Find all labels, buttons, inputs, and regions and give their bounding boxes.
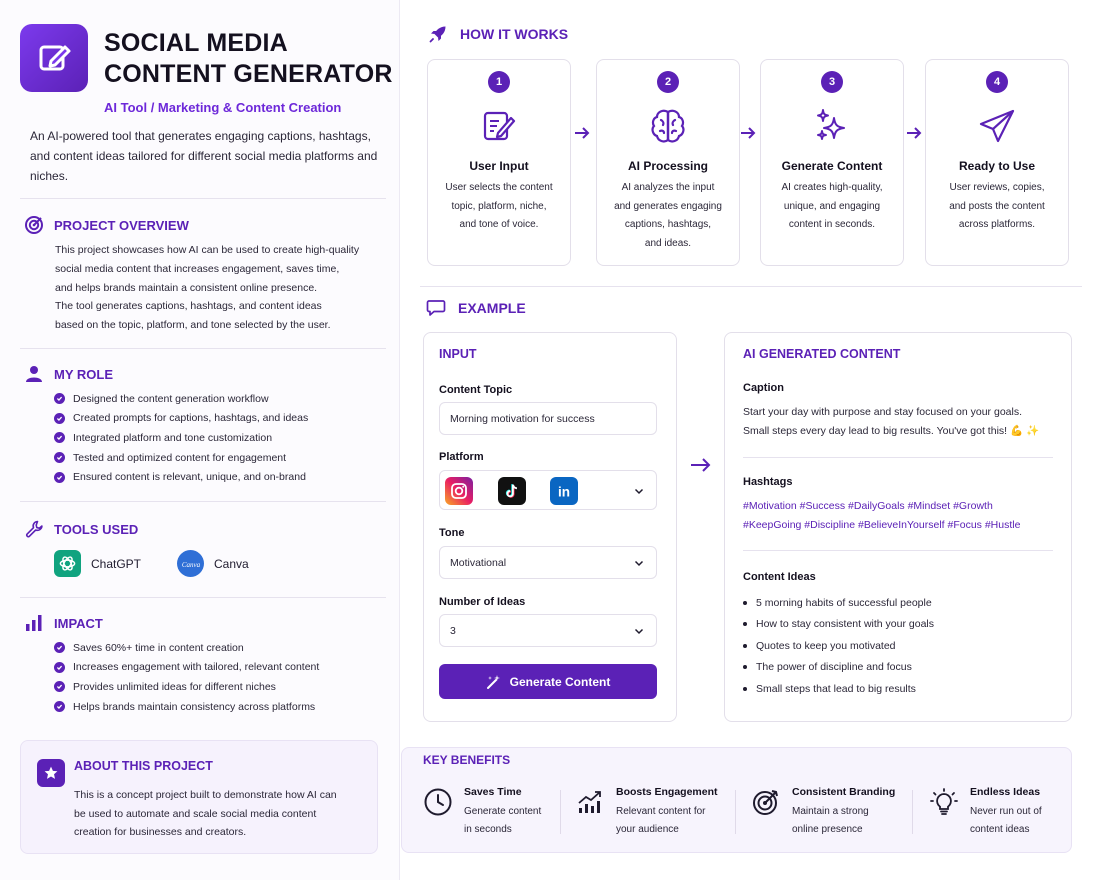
role-item-text: Created prompts for captions, hashtags, and ideas xyxy=(73,412,309,425)
chevron-down-icon xyxy=(634,558,644,568)
platform-label: Platform xyxy=(439,451,484,463)
step-number: 2 xyxy=(657,71,679,93)
output-card-title: AI GENERATED CONTENT xyxy=(743,347,901,361)
check-icon xyxy=(54,413,65,424)
magic-wand-icon xyxy=(486,674,502,690)
idea-text: 5 morning habits of successful people xyxy=(756,596,932,609)
idea-text: The power of discipline and focus xyxy=(756,661,912,674)
role-heading xyxy=(24,364,113,384)
role-heading-label: MY ROLE xyxy=(54,366,113,382)
overview-text xyxy=(55,241,375,335)
overview-line: based on the topic, platform, and tone selected by the user. xyxy=(55,319,331,332)
step-card xyxy=(760,59,904,266)
step-card xyxy=(596,59,740,266)
step-description xyxy=(926,179,1068,235)
list-item xyxy=(54,448,308,468)
check-icon xyxy=(54,393,65,404)
tone-select[interactable] xyxy=(439,546,657,579)
brain-icon xyxy=(597,101,739,151)
step-line: content in seconds. xyxy=(788,219,876,230)
step-title: AI Processing xyxy=(627,159,709,173)
linkedin-icon[interactable] xyxy=(550,477,578,505)
impact-item-text: Increases engagement with tailored, relevant content xyxy=(73,661,320,674)
step-line: and generates engaging xyxy=(614,200,722,212)
list-item xyxy=(54,389,308,409)
tool-name: ChatGPT xyxy=(91,556,142,571)
benefit-line: Relevant content for xyxy=(616,806,706,817)
example-heading-label: EXAMPLE xyxy=(458,300,526,316)
tiktok-icon[interactable] xyxy=(498,477,526,505)
role-item-text: Tested and optimized content for engagement xyxy=(73,451,287,464)
clock-icon xyxy=(422,786,454,818)
list-item xyxy=(54,677,319,697)
ideas-count-label: Number of Ideas xyxy=(439,596,526,608)
benefit-item xyxy=(750,786,895,838)
chevron-down-icon xyxy=(634,486,644,496)
tone-value: Motivational xyxy=(450,556,507,569)
edit-icon xyxy=(34,38,74,78)
sparkles-icon xyxy=(761,101,903,151)
tools-list xyxy=(54,550,249,577)
bar-chart-icon xyxy=(24,613,44,633)
benefit-line: content ideas xyxy=(970,823,1030,835)
list-item xyxy=(54,658,319,678)
list-item xyxy=(54,638,319,658)
chatgpt-icon xyxy=(54,550,81,577)
content-ideas-label: Content Ideas xyxy=(743,571,816,583)
overview-line: This project showcases how AI can be used to create high-quality xyxy=(55,244,360,256)
platform-select[interactable] xyxy=(439,470,657,510)
check-icon xyxy=(54,472,65,483)
overview-line: The tool generates captions, hashtags, and content ideas xyxy=(55,300,322,313)
output-card xyxy=(724,332,1072,722)
list-item xyxy=(743,657,934,679)
benefit-line: online presence xyxy=(792,823,863,835)
app-logo xyxy=(20,24,88,92)
check-icon xyxy=(54,642,65,653)
canva-icon xyxy=(177,550,204,577)
app-title xyxy=(104,28,394,90)
step-card xyxy=(427,59,571,266)
step-card xyxy=(925,59,1069,266)
benefit-item xyxy=(422,786,541,838)
idea-text: How to stay consistent with your goals xyxy=(756,618,934,631)
input-card-title: INPUT xyxy=(439,347,477,361)
benefit-title: Consistent Branding xyxy=(792,786,896,798)
benefit-line: Generate content xyxy=(464,806,542,817)
divider xyxy=(912,790,913,834)
benefit-description xyxy=(616,803,718,838)
step-description xyxy=(428,179,570,235)
check-icon xyxy=(54,701,65,712)
benefit-item xyxy=(574,786,718,838)
divider xyxy=(743,550,1053,551)
benefits-heading: KEY BENEFITS xyxy=(423,753,511,767)
benefit-title: Boosts Engagement xyxy=(616,786,718,798)
divider xyxy=(743,457,1053,458)
step-line: captions, hashtags, xyxy=(624,219,712,230)
tool-name: Canva xyxy=(214,556,249,571)
step-title: User Input xyxy=(469,159,529,173)
edit-icon xyxy=(428,101,570,151)
generate-content-button[interactable] xyxy=(439,664,657,699)
app-subtitle: AI Tool / Marketing & Content Creation xyxy=(104,100,342,115)
tool-canva xyxy=(177,550,249,577)
about-line: creation for businesses and creators. xyxy=(74,826,247,838)
tone-label: Tone xyxy=(439,527,465,539)
how-it-works-label: HOW IT WORKS xyxy=(460,26,569,42)
step-line: User reviews, copies, xyxy=(949,182,1045,193)
overview-heading-label: PROJECT OVERVIEW xyxy=(54,217,189,233)
impact-item-text: Saves 60%+ time in content creation xyxy=(73,641,244,654)
input-card xyxy=(423,332,677,722)
step-line: and posts the content xyxy=(949,200,1045,212)
impact-heading xyxy=(24,613,103,633)
check-icon xyxy=(54,452,65,463)
arrow-right-icon xyxy=(739,124,757,142)
step-title: Ready to Use xyxy=(958,159,1036,173)
topic-input[interactable] xyxy=(439,402,657,435)
wrench-icon xyxy=(24,519,44,539)
target-icon xyxy=(24,215,44,235)
benefit-description xyxy=(464,803,541,838)
step-line: AI analyzes the input xyxy=(621,182,715,193)
divider xyxy=(560,790,561,834)
check-icon xyxy=(54,662,65,673)
ideas-count-select[interactable] xyxy=(439,614,657,647)
arrow-right-icon xyxy=(690,456,712,474)
arrow-right-icon xyxy=(905,124,923,142)
step-line: and ideas. xyxy=(644,237,692,249)
list-item xyxy=(54,697,319,717)
caption-label: Caption xyxy=(743,382,784,394)
topic-value: Morning motivation for success xyxy=(450,412,595,425)
list-item xyxy=(54,428,308,448)
step-line: topic, platform, niche, xyxy=(451,200,547,212)
example-heading xyxy=(426,298,526,318)
hashtag-line: #KeepGoing #Discipline #BelieveInYourself #Focus #Hustle xyxy=(743,519,1021,531)
overview-line: and helps brands maintain a consistent online presence. xyxy=(55,281,318,294)
step-number: 1 xyxy=(488,71,510,93)
list-item xyxy=(743,678,934,700)
app-title-line2: CONTENT GENERATOR xyxy=(104,60,393,88)
star-icon xyxy=(37,759,65,787)
tools-heading xyxy=(24,519,138,539)
list-item xyxy=(743,635,934,657)
trending-up-icon xyxy=(574,786,606,818)
benefit-line: in seconds xyxy=(464,823,512,835)
divider xyxy=(20,501,386,502)
overview-heading xyxy=(24,215,189,235)
ideas-count-value: 3 xyxy=(450,624,456,637)
rocket-icon xyxy=(428,24,448,44)
step-number: 3 xyxy=(821,71,843,93)
svg-text:Canva: Canva xyxy=(181,560,200,569)
idea-text: Quotes to keep you motivated xyxy=(756,639,896,652)
tool-chatgpt xyxy=(54,550,141,577)
benefit-line: your audience xyxy=(616,823,679,835)
target-icon xyxy=(750,786,782,818)
benefit-description xyxy=(792,803,895,838)
caption-text xyxy=(743,403,1063,441)
step-number: 4 xyxy=(986,71,1008,93)
send-icon xyxy=(926,101,1068,151)
idea-text: Small steps that lead to big results xyxy=(756,682,916,695)
how-it-works-heading xyxy=(428,24,568,44)
about-heading: ABOUT THIS PROJECT xyxy=(74,759,213,773)
about-card xyxy=(20,740,378,854)
arrow-right-icon xyxy=(573,124,591,142)
step-line: User selects the content xyxy=(445,182,553,193)
overview-line: social media content that increases engagement, saves time, xyxy=(55,262,340,275)
instagram-icon[interactable] xyxy=(445,477,473,505)
divider xyxy=(20,597,386,598)
chat-bubble-icon xyxy=(426,298,446,318)
divider xyxy=(20,348,386,349)
svg-text:in: in xyxy=(558,484,570,500)
user-icon xyxy=(24,364,44,384)
step-line: across platforms. xyxy=(958,219,1036,230)
benefit-item xyxy=(928,786,1042,838)
check-icon xyxy=(54,681,65,692)
step-title: Generate Content xyxy=(781,159,883,173)
role-item-text: Designed the content generation workflow xyxy=(73,392,269,405)
divider xyxy=(735,790,736,834)
divider xyxy=(420,286,1082,287)
app-title-line1: SOCIAL MEDIA xyxy=(104,29,288,57)
chevron-down-icon xyxy=(634,626,644,636)
divider xyxy=(20,198,386,199)
about-line: This is a concept project built to demonstrate how AI can xyxy=(74,789,337,801)
hashtags-text xyxy=(743,497,1063,535)
list-item xyxy=(743,614,934,636)
about-text xyxy=(74,786,364,842)
left-panel xyxy=(0,0,400,880)
tools-heading-label: TOOLS USED xyxy=(54,521,139,537)
impact-list xyxy=(54,638,319,716)
about-line: be used to automate and scale social media content xyxy=(74,807,317,820)
key-benefits-card xyxy=(401,747,1072,853)
caption-line: Start your day with purpose and stay focused on your goals. xyxy=(743,406,1022,418)
benefit-line: Maintain a strong xyxy=(792,806,869,817)
topic-label: Content Topic xyxy=(439,384,513,396)
step-line: AI creates high-quality, xyxy=(781,182,883,193)
content-ideas-list xyxy=(743,592,934,700)
role-list xyxy=(54,389,308,487)
step-line: and tone of voice. xyxy=(459,219,539,230)
generate-button-label: Generate Content xyxy=(509,674,611,689)
impact-item-text: Helps brands maintain consistency across platforms xyxy=(73,700,316,713)
benefit-title: Endless Ideas xyxy=(970,786,1041,798)
hashtags-label: Hashtags xyxy=(743,476,793,488)
benefit-description xyxy=(970,803,1042,838)
step-line: unique, and engaging xyxy=(783,200,881,212)
check-icon xyxy=(54,432,65,443)
step-description xyxy=(597,179,739,253)
benefit-title: Saves Time xyxy=(464,786,522,798)
impact-item-text: Provides unlimited ideas for different niches xyxy=(73,680,276,693)
benefit-line: Never run out of xyxy=(970,806,1042,817)
lightbulb-icon xyxy=(928,786,960,818)
role-item-text: Ensured content is relevant, unique, and on-brand xyxy=(73,471,306,484)
list-item xyxy=(54,409,308,429)
list-item xyxy=(54,467,308,487)
list-item xyxy=(743,592,934,614)
caption-line: Small steps every day lead to big results. You've got this! 💪 ✨ xyxy=(743,425,1040,437)
app-description: An AI-powered tool that generates engaging captions, hashtags, and content ideas tailored for different social media platforms and niches. xyxy=(30,129,378,183)
role-item-text: Integrated platform and tone customization xyxy=(73,431,273,444)
step-description xyxy=(761,179,903,235)
hashtag-line: #Motivation #Success #DailyGoals #Mindset #Growth xyxy=(743,500,993,512)
impact-heading-label: IMPACT xyxy=(54,615,103,631)
